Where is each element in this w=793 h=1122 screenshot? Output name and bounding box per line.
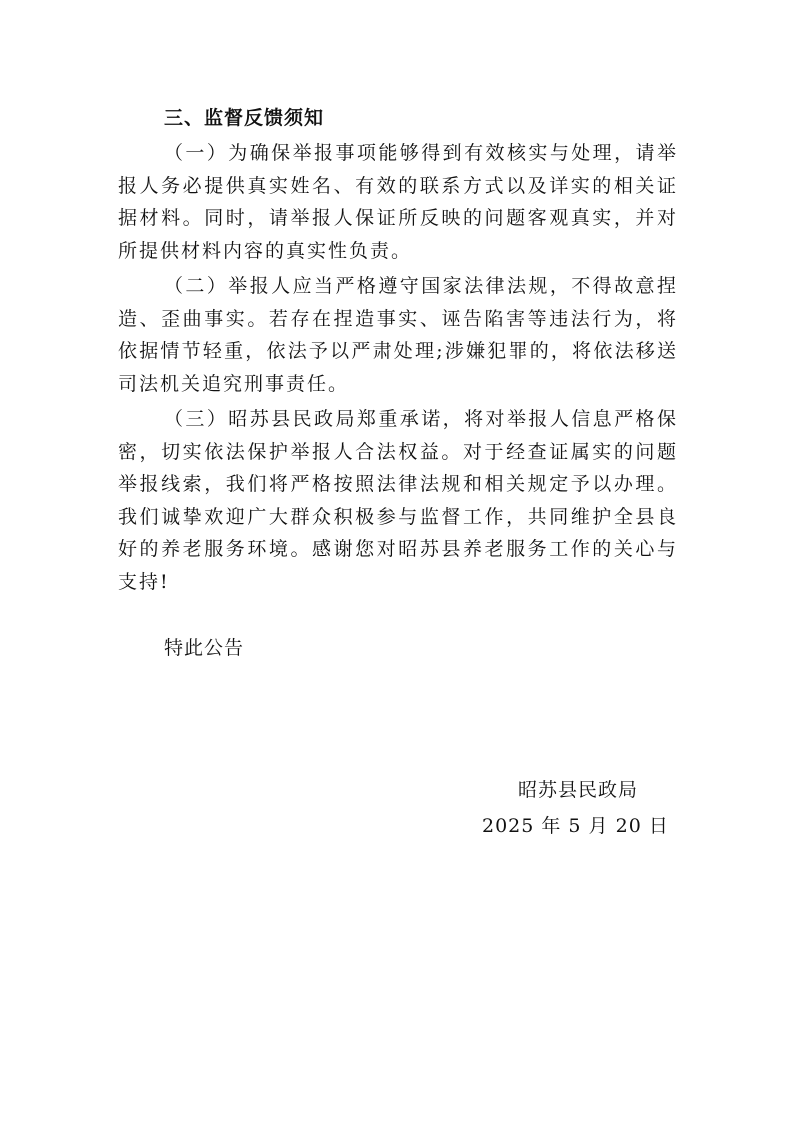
closing-statement: 特此公告	[164, 637, 245, 659]
section-heading: 三、监督反馈须知	[164, 107, 325, 129]
signature-block	[482, 772, 669, 844]
signature-organization: 昭苏县民政局	[517, 779, 638, 801]
notice-body	[118, 103, 678, 601]
signature-date: 2025 年 5 月 20 日	[482, 815, 669, 837]
paragraph-2: （二）举报人应当严格遵守国家法律法规，不得故意捏造、歪曲事实。若存在捏造事实、诬告陷害等违法行为，将依据情节轻重，依法予以严肃处理;涉嫌犯罪的，将依法移送司法机关追究刑事责任。	[118, 275, 678, 395]
paragraph-3: （三）昭苏县民政局郑重承诺，将对举报人信息严格保密，切实依法保护举报人合法权益。对于经查证属实的问题举报线索，我们将严格按照法律法规和相关规定予以办理。我们诚挚欢迎广大群众积极参与监督工作，共同维护全县良好的养老服务环境。感谢您对昭苏县养老服务工作的关心与支持!	[118, 408, 678, 593]
paragraph-1: （一）为确保举报事项能够得到有效核实与处理，请举报人务必提供真实姓名、有效的联系方式以及详实的相关证据材料。同时，请举报人保证所反映的问题客观真实，并对所提供材料内容的真实性负责。	[118, 142, 678, 262]
